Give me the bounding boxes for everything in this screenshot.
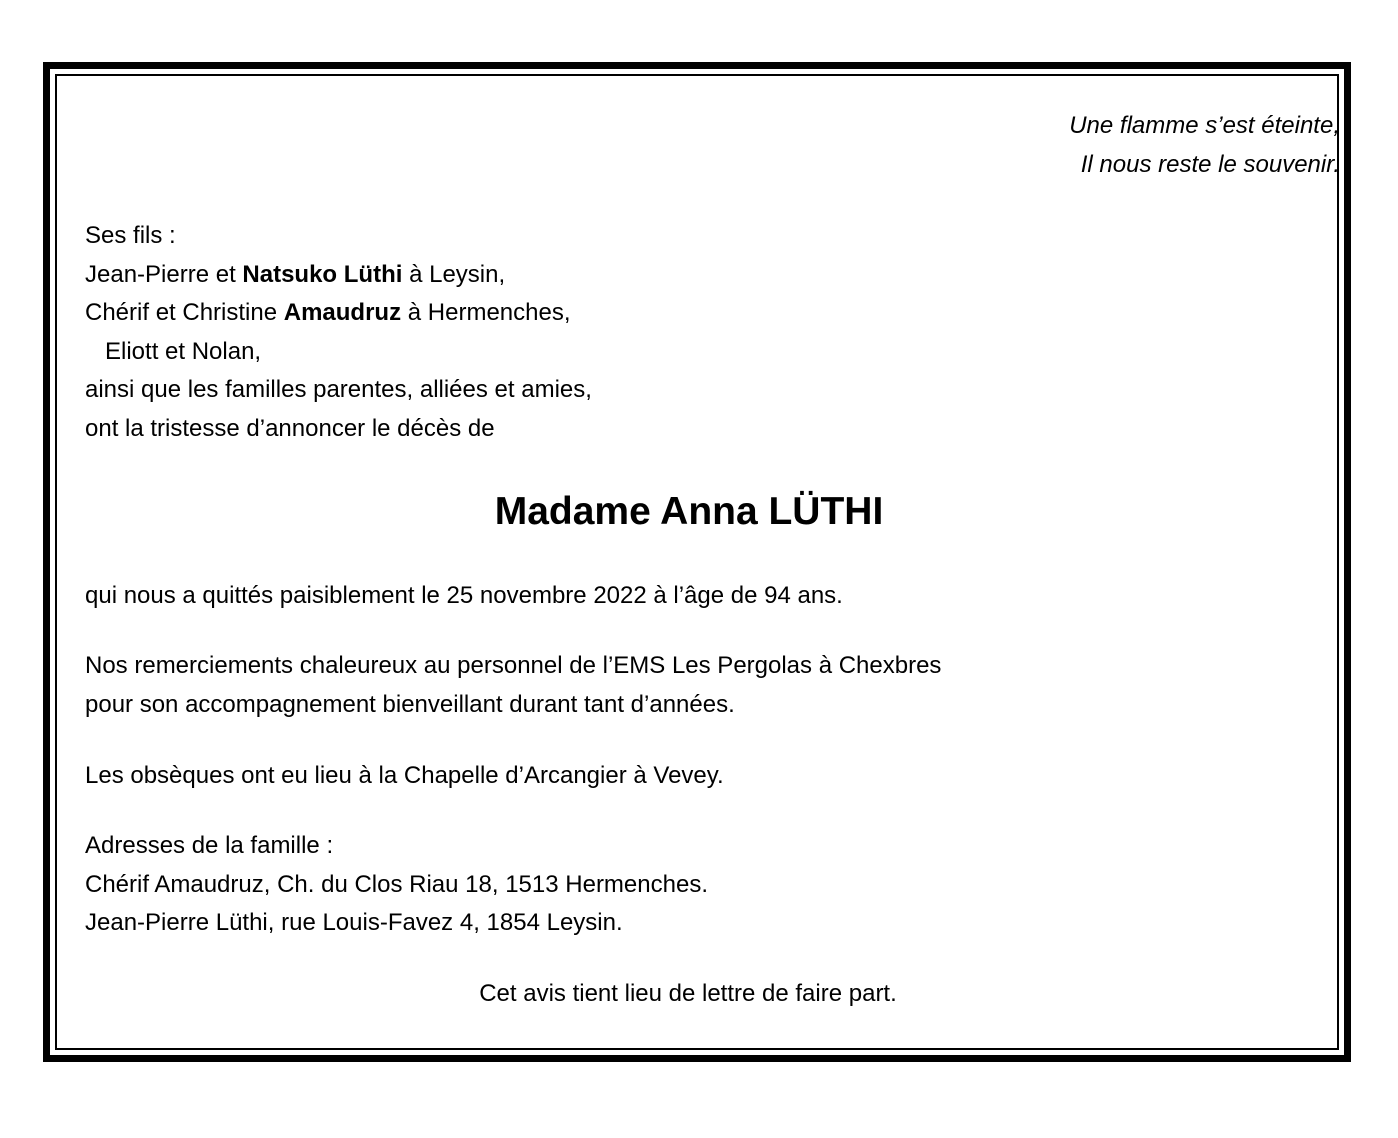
thanks-paragraph: [85, 647, 941, 724]
death-notice: [85, 577, 843, 616]
son-2-rest: à Hermenches,: [401, 299, 571, 326]
epigraph: [1069, 107, 1340, 184]
epigraph-line-2: Il nous reste le souvenir.: [1080, 150, 1340, 178]
son-1-first: Jean-Pierre et: [85, 260, 243, 288]
footer-text: Cet avis tient lieu de lettre de faire part.: [479, 980, 897, 1007]
family-addresses: [85, 827, 708, 943]
addresses-heading: Adresses de la famille :: [85, 832, 334, 859]
family-son-1: [85, 256, 592, 295]
family-announcement: [85, 217, 592, 448]
family-grandchildren: Eliott et Nolan,: [105, 337, 262, 365]
family-intro: Ses fils :: [85, 222, 176, 249]
address-1: Chérif Amaudruz, Ch. du Clos Riau 18, 1513 Hermenches.: [85, 870, 708, 898]
son-1-bold: Natsuko Lüthi: [242, 260, 403, 288]
son-1-rest: à Leysin,: [402, 260, 506, 288]
family-relatives: ainsi que les familles parentes, alliées et amies,: [85, 376, 592, 403]
funeral-paragraph: [85, 757, 724, 796]
thanks-line-1: Nos remerciements chaleureux au personnel de l’EMS Les Pergolas à Chexbres: [85, 652, 942, 679]
thanks-line-2: pour son accompagnement bienveillant durant tant d’années.: [85, 690, 735, 718]
son-2-first: Chérif et Christine: [85, 299, 284, 326]
funeral-text: Les obsèques ont eu lieu à la Chapelle d’Arcangier à Vevey.: [85, 762, 724, 789]
footer-note: [0, 975, 1376, 1014]
epigraph-line-1: Une flamme s’est éteinte,: [1069, 112, 1340, 139]
address-2: Jean-Pierre Lüthi, rue Louis-Favez 4, 1854 Leysin.: [85, 909, 623, 936]
death-notice-text: qui nous a quittés paisiblement le 25 novembre 2022 à l’âge de 94 ans.: [85, 582, 843, 609]
family-son-2: [85, 294, 592, 333]
family-announce: ont la tristesse d’annoncer le décès de: [85, 414, 495, 442]
son-2-bold: Amaudruz: [283, 299, 402, 326]
deceased-name: Madame Anna LÜTHI: [494, 490, 884, 533]
